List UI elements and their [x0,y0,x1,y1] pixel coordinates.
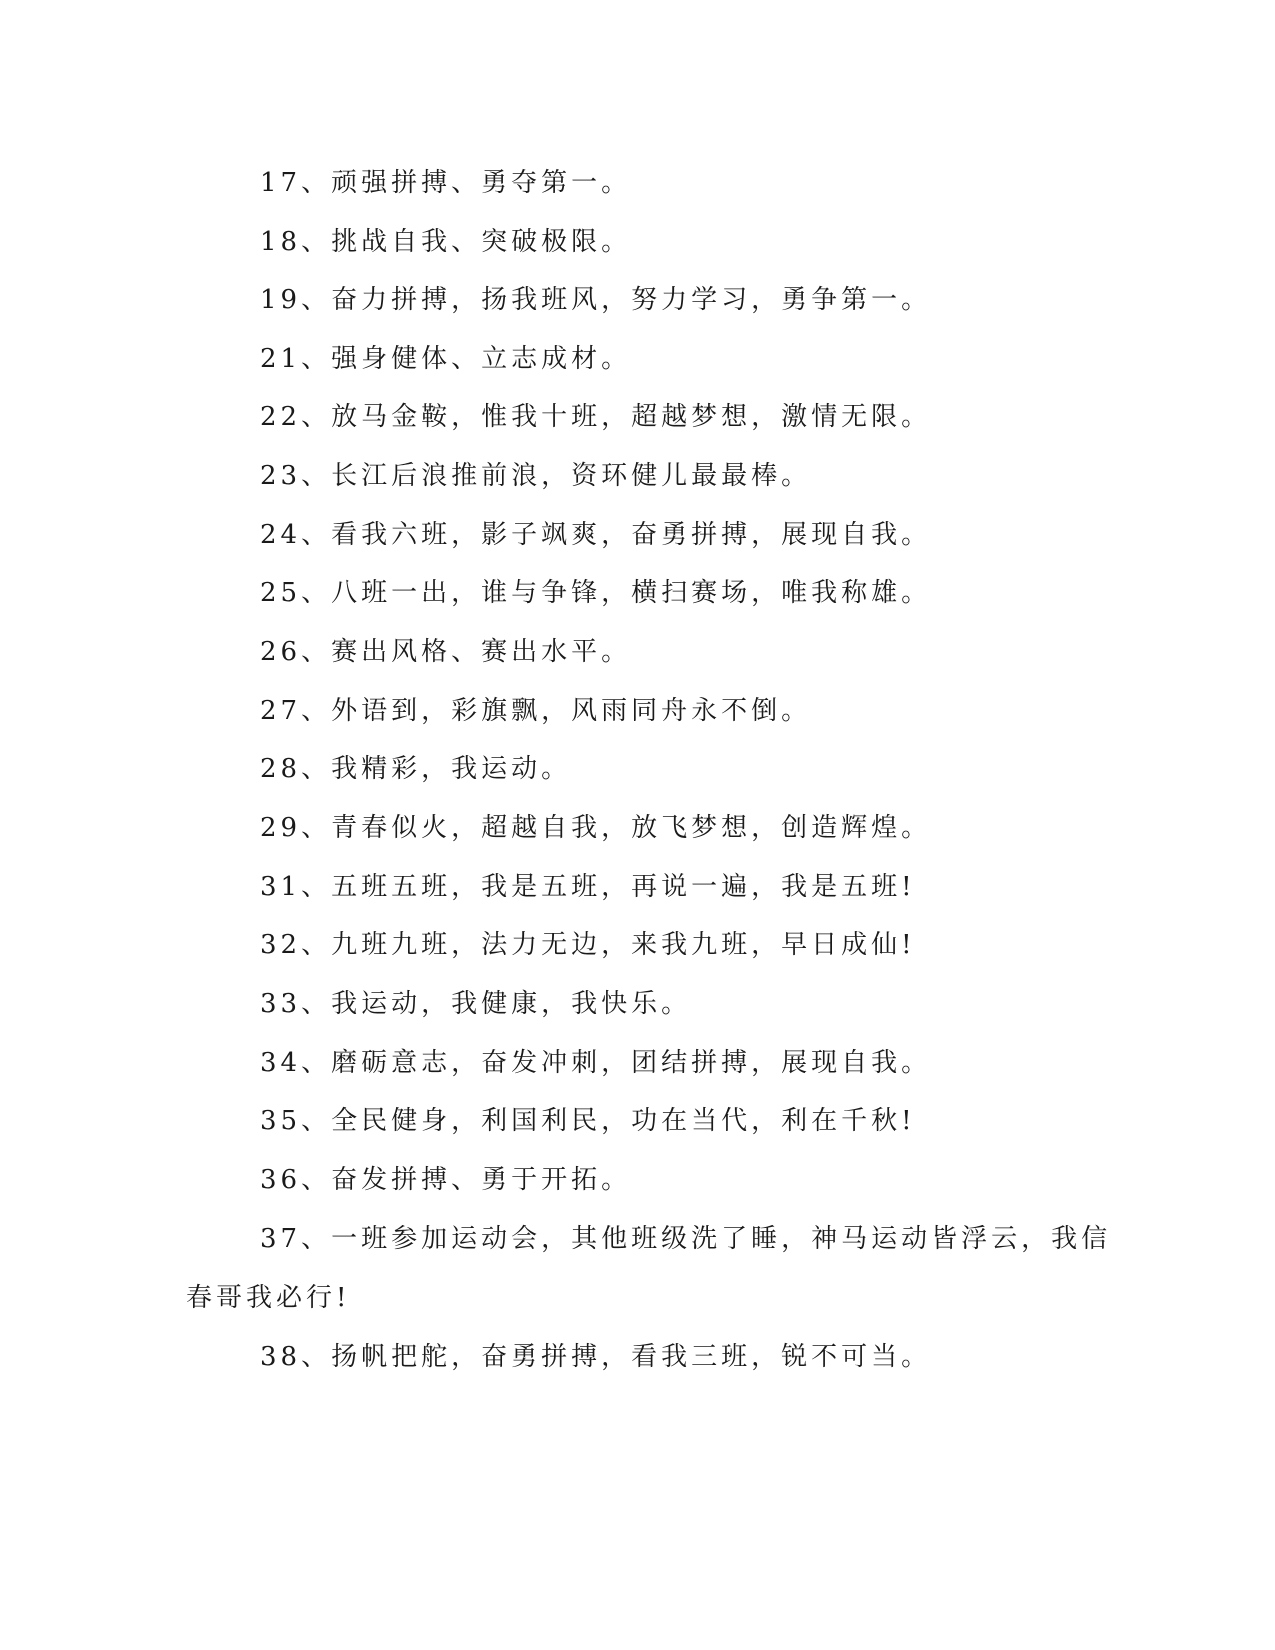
slogan-line-21: 21、强身健体、立志成材。 [260,344,632,374]
slogan-line-37-continued: 春哥我必行! [186,1283,351,1313]
slogan-line-33: 33、我运动，我健康，我快乐。 [260,989,692,1019]
slogan-line-25: 25、八班一出，谁与争锋，横扫赛场，唯我称雄。 [260,578,932,608]
slogan-line-26: 26、赛出风格、赛出水平。 [260,637,632,667]
slogan-line-32: 32、九班九班，法力无边，来我九班，早日成仙! [260,930,916,960]
slogan-line-18: 18、挑战自我、突破极限。 [260,227,632,257]
slogan-line-36: 36、奋发拼搏、勇于开拓。 [260,1165,632,1195]
slogan-line-19: 19、奋力拼搏，扬我班风，努力学习，勇争第一。 [260,285,932,315]
slogan-line-17: 17、顽强拼搏、勇夺第一。 [260,168,632,198]
slogan-line-24: 24、看我六班，影子飒爽，奋勇拼搏，展现自我。 [260,520,932,550]
slogan-line-31: 31、五班五班，我是五班，再说一遍，我是五班! [260,872,916,902]
slogan-line-38: 38、扬帆把舵，奋勇拼搏，看我三班，锐不可当。 [260,1342,932,1372]
slogan-line-37: 37、一班参加运动会，其他班级洗了睡，神马运动皆浮云，我信 [260,1224,1112,1254]
slogan-line-23: 23、长江后浪推前浪，资环健儿最最棒。 [260,461,812,491]
slogan-line-28: 28、我精彩，我运动。 [260,754,572,784]
slogan-line-27: 27、外语到，彩旗飘，风雨同舟永不倒。 [260,696,812,726]
slogan-line-35: 35、全民健身，利国利民，功在当代，利在千秋! [260,1106,916,1136]
slogan-line-22: 22、放马金鞍，惟我十班，超越梦想，激情无限。 [260,402,932,432]
slogan-line-34: 34、磨砺意志，奋发冲刺，团结拼搏，展现自我。 [260,1048,932,1078]
slogan-line-29: 29、青春似火，超越自我，放飞梦想，创造辉煌。 [260,813,932,843]
